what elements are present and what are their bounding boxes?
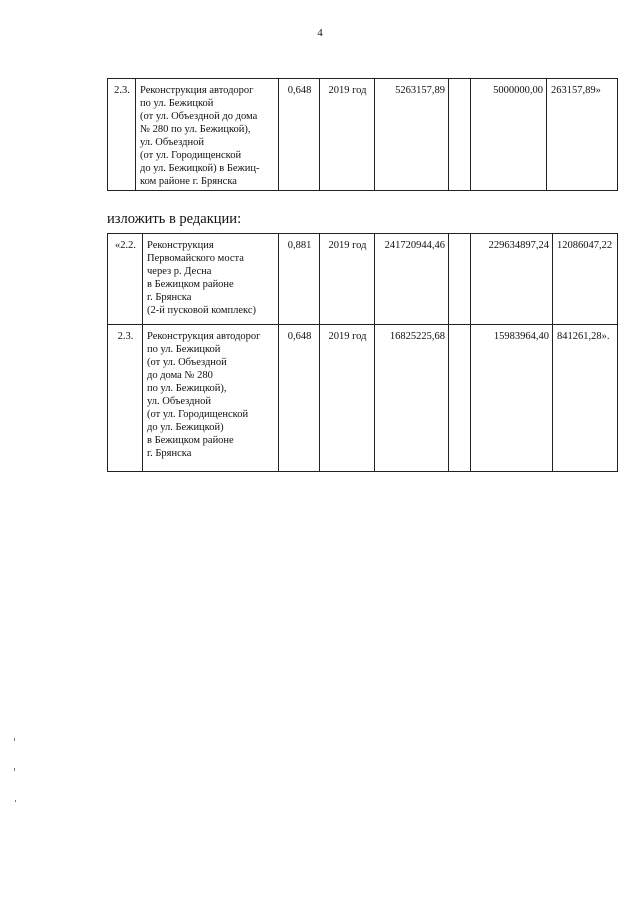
year: 2019 год (320, 325, 375, 472)
object-name: Реконструкция автодорог по ул. Бежицкой (от ул. Объездной до дома № 280 по ул. Бежицкой), ул. Объездной (от ул. Городищенской до ул. Бежицкой) в Бежицком районе г. Брянска (143, 325, 279, 472)
intro-text: изложить в редакции: (107, 211, 242, 227)
empty-cell (449, 325, 471, 472)
length-km: 0,648 (279, 325, 320, 472)
object-name: Реконструкция Первомайского моста через р. Десна в Бежицком районе г. Брянска (2-й пусковой комплекс) (143, 234, 279, 325)
scan-mark (14, 768, 15, 771)
row-number: «2.2. (108, 234, 143, 325)
row-number: 2.3. (108, 79, 136, 191)
empty-cell (449, 234, 471, 325)
total-amount: 5263157,89 (375, 79, 449, 191)
length-km: 0,648 (279, 79, 320, 191)
row-number: 2.3. (108, 325, 143, 472)
page-number: 4 (317, 27, 323, 39)
scan-mark (15, 800, 16, 802)
scan-mark (14, 738, 15, 741)
table-row (108, 325, 618, 472)
length-km: 0,881 (279, 234, 320, 325)
total-amount: 241720944,46 (375, 234, 449, 325)
object-name: Реконструкция автодорог по ул. Бежицкой (от ул. Объездной до дома № 280 по ул. Бежицкой), ул. Объездной (от ул. Городищенской до ул. Бежицкой) в Бежиц- ком районе г. Брянска (136, 79, 279, 191)
year: 2019 год (320, 234, 375, 325)
regional-amount: 12086047,22 (553, 234, 618, 325)
federal-amount: 15983964,40 (471, 325, 553, 472)
empty-cell (449, 79, 471, 191)
table-new (107, 233, 618, 472)
federal-amount: 229634897,24 (471, 234, 553, 325)
regional-amount: 263157,89» (547, 79, 618, 191)
total-amount: 16825225,68 (375, 325, 449, 472)
table-old (107, 78, 618, 191)
table-row (108, 234, 618, 325)
federal-amount: 5000000,00 (471, 79, 547, 191)
regional-amount: 841261,28». (553, 325, 618, 472)
table-row (108, 79, 618, 191)
year: 2019 год (320, 79, 375, 191)
